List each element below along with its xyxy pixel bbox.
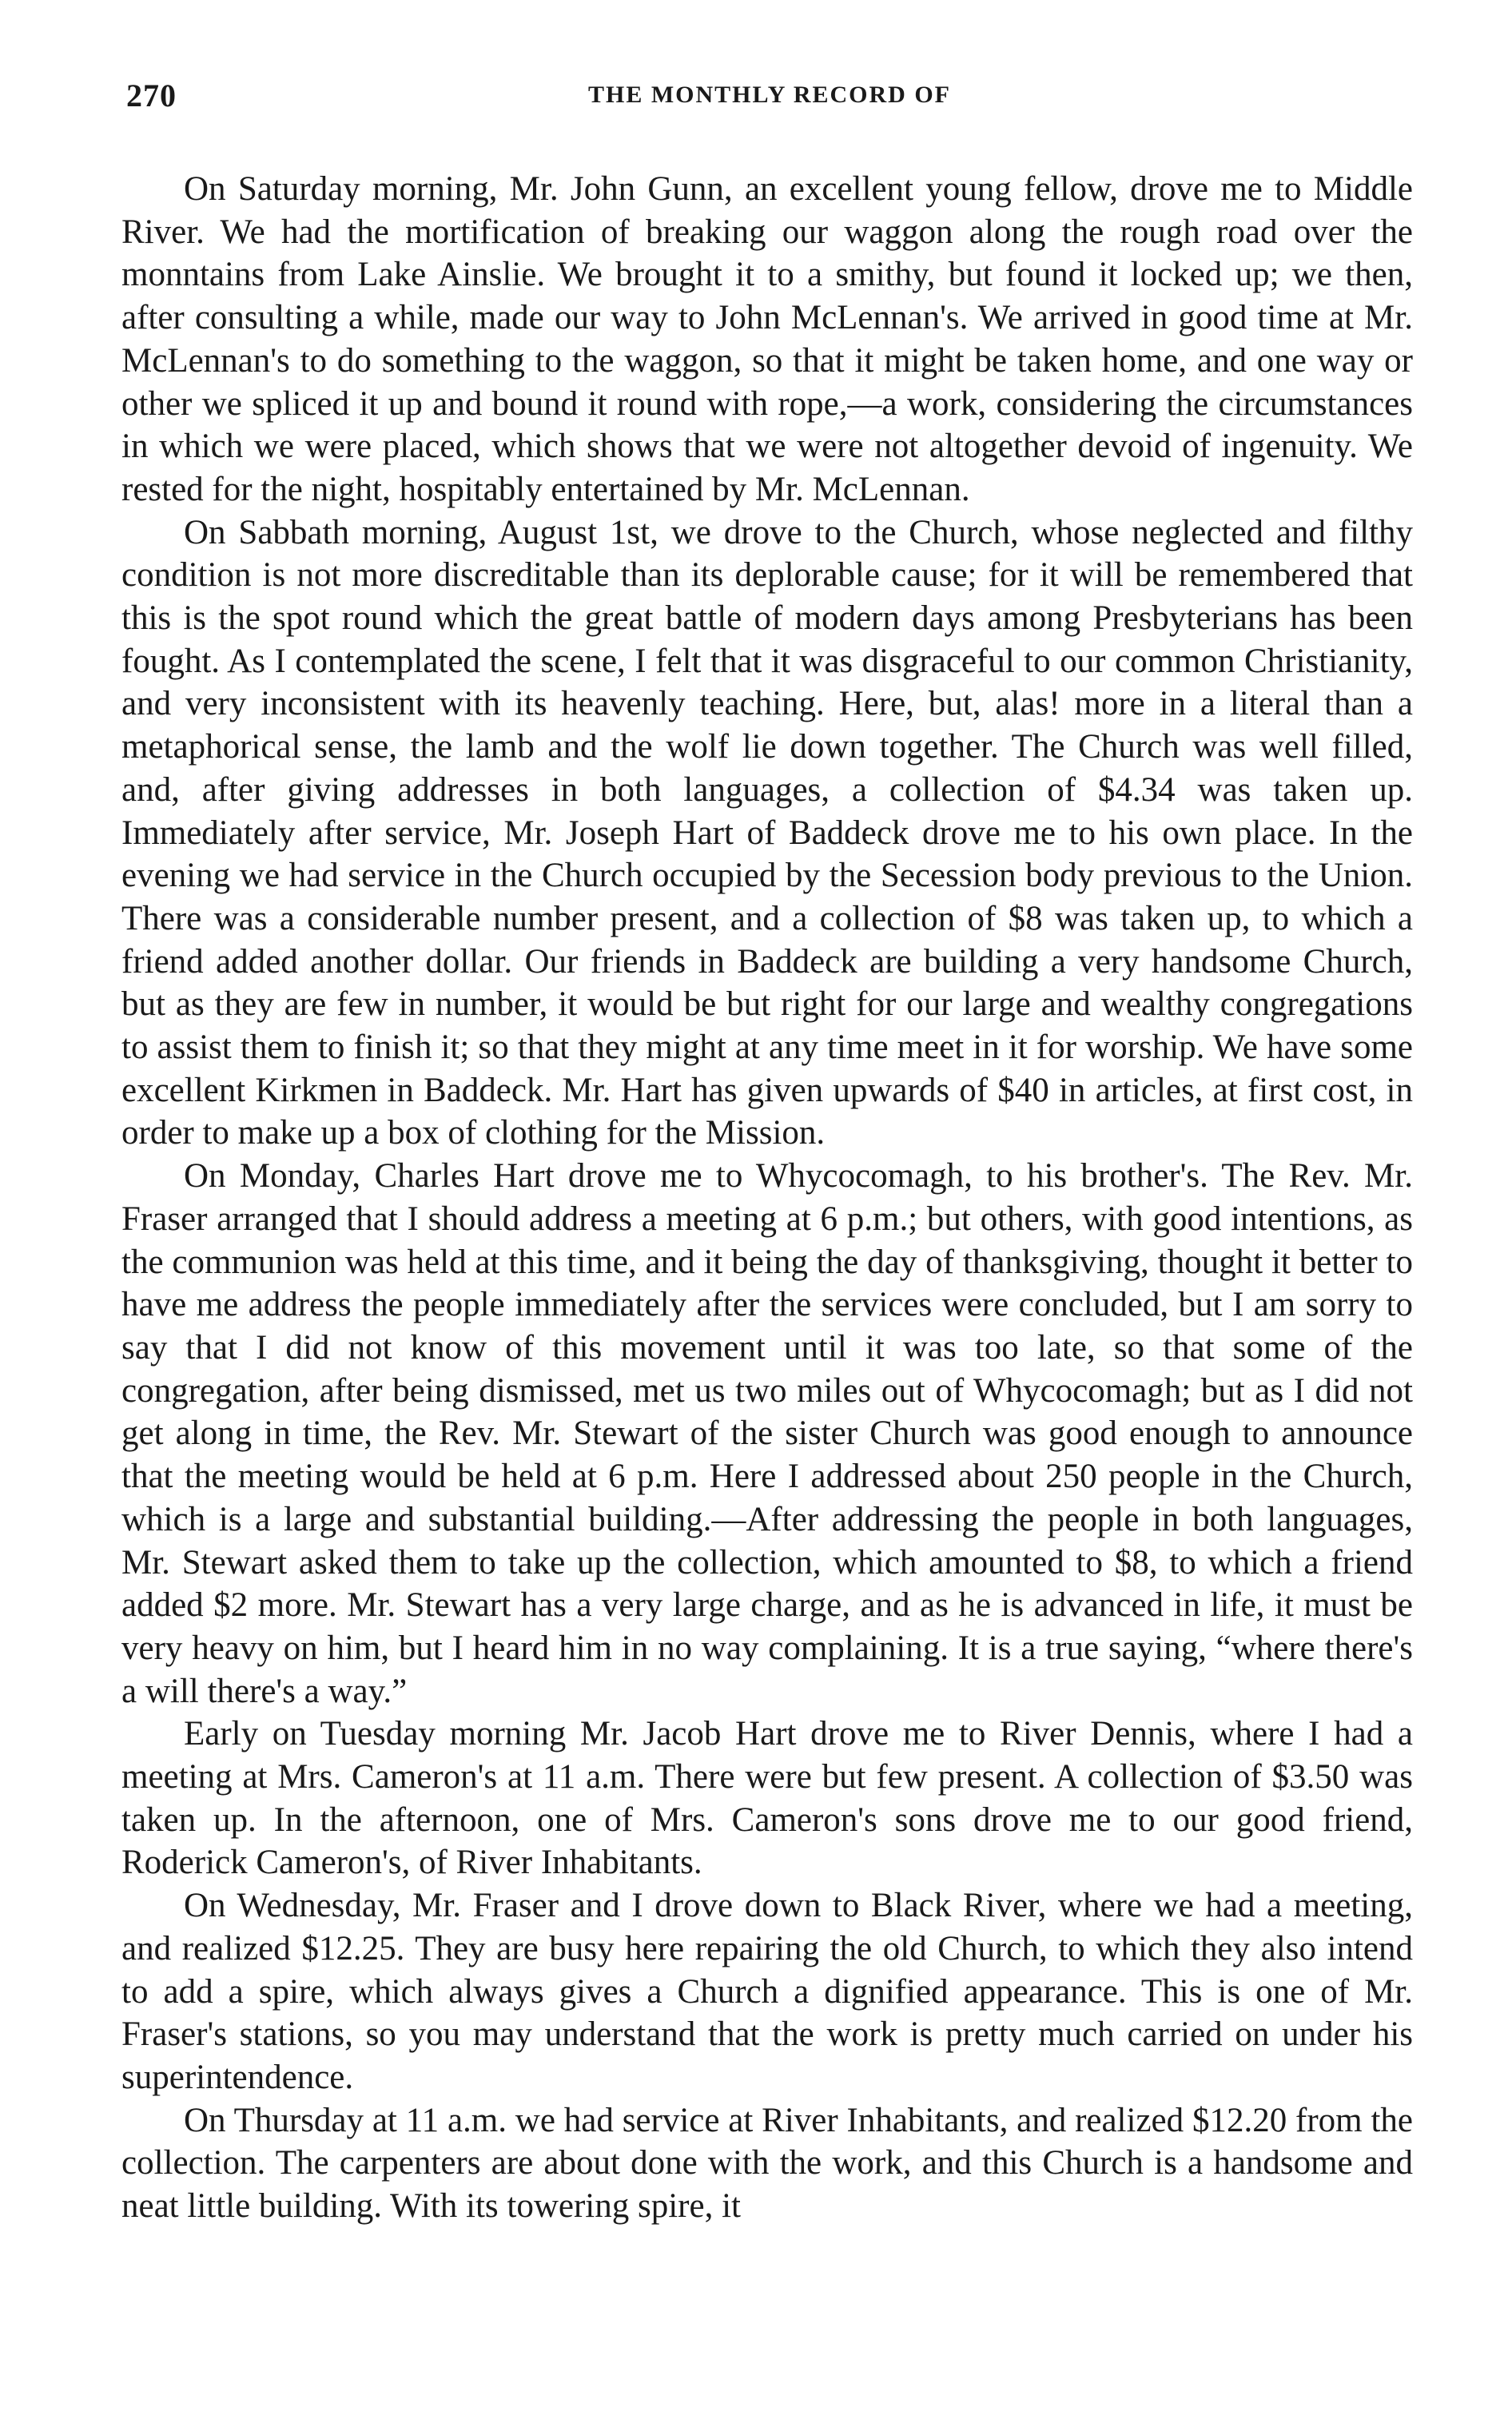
paragraph-monday: On Monday, Charles Hart drove me to Whycocomagh, to his brother's. The Rev. Mr. Fraser arranged that I should address a meeting at 6 p.m.; but others, with good intentions, as the communion was held at this time, and it being the day of thanksgiving, thought it better to have me address the people immediately after the services were concluded, but I am sorry to say that I did not know of this movement until it was too late, so that some of the congregation, after being dismissed, met us two miles out of Whycocomagh; but as I did not get along in time, the Rev. Mr. Stewart of the sister Church was good enough to announce that the meeting would be held at 6 p.m. Here I addressed about 250 people in the Church, which is a large and substantial building.—After addressing the people in both languages, Mr. Stewart asked them to take up the collection, which amounted to $8, to which a friend added $2 more. Mr. Stewart has a very large charge, and as he is advanced in life, it must be very heavy on him, but I heard him in no way complaining. It is a true saying, “where there's a will there's a way.” [121,1157,1413,1710]
paragraph-sabbath: On Sabbath morning, August 1st, we drove to the Church, whose neglected and filthy condition is not more discreditable than its deplorable cause; for it will be remembered that this is the spot round which the great battle of modern days among Presbyterians has been fought. As I contemplated the scene, I felt that it was disgraceful to our common Christianity, and very inconsistent with its heavenly teaching. Here, but, alas! more in a literal than a metaphorical sense, the lamb and the wolf lie down together. The Church was well filled, and, after giving addresses in both languages, a collection of $4.34 was taken up. Immediately after service, Mr. Joseph Hart of Baddeck drove me to his own place. In the evening we had service in the Church occupied by the Secession body previous to the Union. There was a considerable number present, and a collection of $8 was taken up, to which a friend added another dollar. Our friends in Baddeck are building a very handsome Church, but as they are few in number, it would be but right for our large and wealthy congregations to assist them to finish it; so that they might at any time meet in it for worship. We have some excellent Kirkmen in Baddeck. Mr. Hart has given upwards of $40 in articles, at first cost, in order to make up a box of clothing for the Mission. [121,513,1413,1152]
paragraph-wednesday: On Wednesday, Mr. Fraser and I drove down to Black River, where we had a meeting, and realized $12.25. They are busy here repairing the old Church, to which they also intend to add a spire, which always gives a Church a dignified appearance. This is one of Mr. Fraser's stations, so you may understand that the work is pretty much carried on under his superintendence. [121,1887,1413,2096]
page-header [126,77,1413,125]
paragraph-saturday: On Saturday morning, Mr. John Gunn, an excellent young fellow, drove me to Middle River. We had the mortification of breaking our waggon along the rough road over the monntains from Lake Ainslie. We brought it to a smithy, but found it locked up; we then, after consulting a while, made our way to John McLennan's. We arrived in good time at Mr. McLennan's to do something to the waggon, so that it might be taken home, and one way or other we spliced it up and bound it round with rope,—a work, considering the circumstances in which we were placed, which shows that we were not altogether devoid of ingenuity. We rested for the night, hospitably entertained by Mr. McLennan. [121,170,1413,508]
paragraph-tuesday: Early on Tuesday morning Mr. Jacob Hart drove me to River Dennis, where I had a meeting at Mrs. Cameron's at 11 a.m. There were but few present. A collection of $3.50 was taken up. In the afternoon, one of Mrs. Cameron's sons drove me to our good friend, Roderick Cameron's, of River Inhabitants. [121,1715,1413,1882]
page-number: 270 [126,78,177,113]
paragraph-thursday: On Thursday at 11 a.m. we had service at River Inhabitants, and realized $12.20 from the collection. The carpenters are about done with the work, and this Church is a handsome and neat little building. With its towering spire, it [121,2101,1413,2226]
running-head: THE MONTHLY RECORD OF [588,82,951,108]
article-body [121,168,1413,2228]
